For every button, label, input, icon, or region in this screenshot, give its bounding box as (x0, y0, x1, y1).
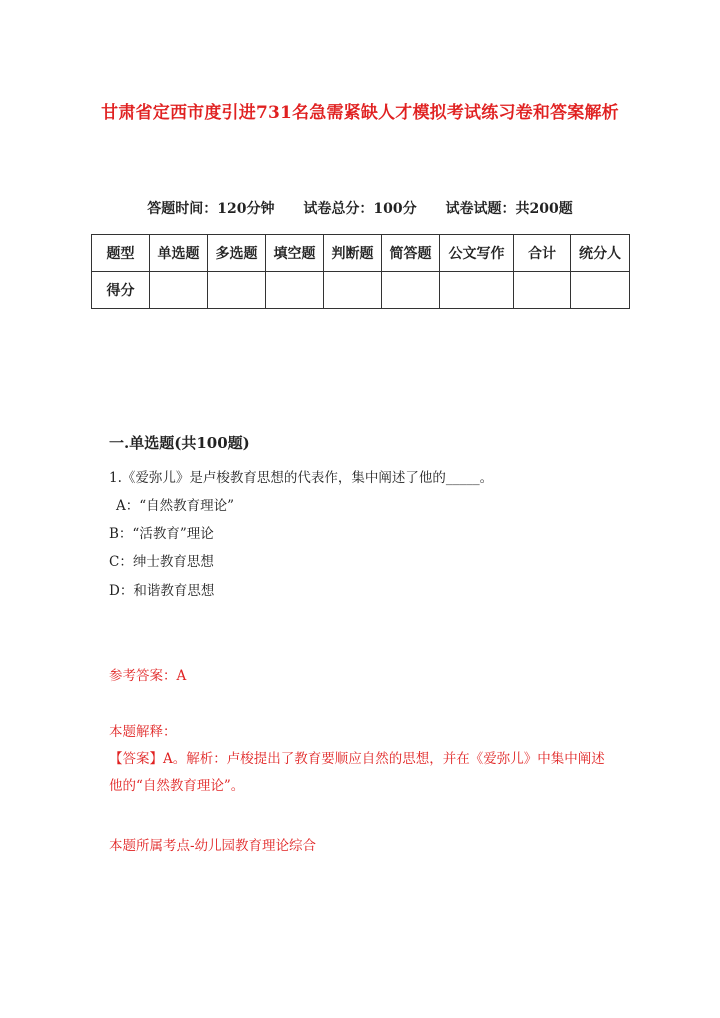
header-cell: 多选题 (208, 235, 266, 272)
score-cell[interactable] (324, 272, 382, 309)
reference-answer: 参考答案：A (109, 668, 187, 684)
explanation (109, 746, 614, 800)
score-table (91, 234, 630, 309)
score-cell[interactable] (208, 272, 266, 309)
document-title: 甘肃省定西市度引进731名急需紧缺人才模拟考试练习卷和答案解析 (101, 103, 619, 123)
question-stem: 1.《爱弥儿》是卢梭教育思想的代表作，集中阐述了他的_____。 (109, 470, 494, 486)
option-b: B：“活教育”理论 (109, 526, 214, 542)
topic-label: 本题所属考点-幼儿园教育理论综合 (109, 838, 317, 854)
option-d: D：和谐教育思想 (109, 583, 215, 599)
score-table-score-row (92, 272, 630, 309)
header-cell: 公文写作 (440, 235, 514, 272)
option-a: A：“自然教育理论” (116, 498, 235, 514)
score-cell[interactable] (571, 272, 630, 309)
score-cell[interactable] (514, 272, 571, 309)
score-table-header-row (92, 235, 630, 272)
explanation-label: 本题解释： (109, 724, 177, 740)
exam-question-count: 试卷试题：共200题 (445, 201, 573, 217)
score-cell[interactable] (382, 272, 440, 309)
exam-total-score: 试卷总分：100分 (303, 201, 417, 217)
header-cell: 题型 (92, 235, 150, 272)
exam-time: 答题时间：120分钟 (147, 201, 275, 217)
explanation-text: A。解析：卢梭提出了教育要顺应自然的思想，并在《爱弥儿》中集中阐述他的“自然教育理论”。 (109, 751, 605, 794)
score-cell[interactable] (150, 272, 208, 309)
exam-meta (0, 198, 720, 218)
score-cell[interactable] (266, 272, 324, 309)
header-cell: 合计 (514, 235, 571, 272)
section-heading: 一.单选题(共100题) (109, 434, 250, 452)
row-label: 得分 (92, 272, 150, 309)
explanation-tag: 【答案】 (109, 751, 163, 767)
header-cell: 判断题 (324, 235, 382, 272)
score-cell[interactable] (440, 272, 514, 309)
header-cell: 简答题 (382, 235, 440, 272)
header-cell: 填空题 (266, 235, 324, 272)
header-cell: 单选题 (150, 235, 208, 272)
header-cell: 统分人 (571, 235, 630, 272)
option-c: C：绅士教育思想 (109, 554, 214, 570)
